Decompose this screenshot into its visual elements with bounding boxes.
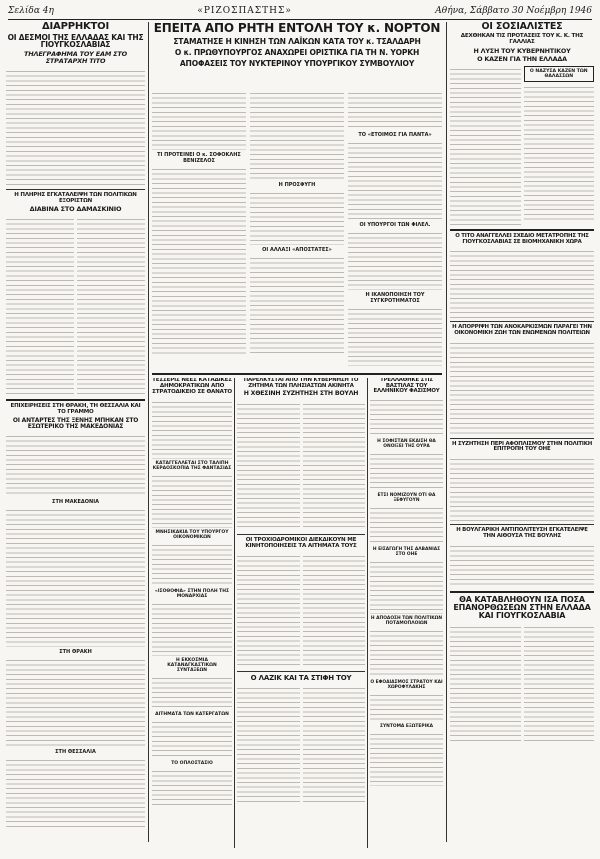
section-subhead: «ΙΣΟΘΟΦΙΑ» ΣΤΗΝ ΠΟΛΗ ΤΗΣ ΜΟΝΑΡΧΙΑΣ bbox=[154, 588, 230, 599]
article-body bbox=[370, 731, 443, 786]
right-headline: Ο ΤΙΤΟ ΑΝΑΓΓΕΛΛΕΙ ΣΧΕΔΙΟ ΜΕΤΑΤΡΟΠΗΣ ΤΗΣ ΓΙΟΥΓΚΟΣΛΑΒΙΑΣ ΣΕ ΒΙΟΜΗΧΑΝΙΚΗ ΧΩΡΑ bbox=[455, 233, 589, 245]
left-headline: ΔΙΑΡΡΗΚΤΟΙ bbox=[41, 22, 110, 32]
section-subhead: ΟΙ ΑΛΛΑΞΙ «ΑΠΟΣΤΑΤΕΣ» bbox=[262, 247, 332, 253]
section-subhead: Η ΣΟΦΙΣΤΑΝ ΕΚΔΙΣΗ ΘΑ ΟΝΟΙΞΕΙ ΤΗΣ ΟΥΡΑ bbox=[377, 439, 436, 450]
article-body bbox=[6, 68, 145, 186]
article-body bbox=[152, 601, 232, 656]
rule bbox=[6, 399, 145, 401]
rule bbox=[450, 438, 594, 439]
right-column bbox=[450, 22, 594, 852]
text-column bbox=[250, 90, 344, 370]
lower-column-b bbox=[237, 378, 365, 848]
left-subheadline: ΔΙΑΒΙΝΑ ΣΤΟ ΔΑΜΑΣΚΙΝΙΟ bbox=[29, 205, 122, 214]
section-subhead: ΑΙΤΗΜΑΤΑ ΤΩΝ ΚΑΤΕΡΓΑΤΩΝ bbox=[155, 711, 229, 717]
section-subhead: Η ΕΙΣΑΓΩΓΗ ΤΗΣ ΑΛΒΑΝΙΑΣ ΣΤΟ ΟΗΕ bbox=[372, 547, 441, 558]
right-headline: Ο ΚΑΖΕΝ ΓΙΑ ΤΗΝ ΕΛΛΑΔΑ bbox=[477, 55, 567, 64]
article-body bbox=[250, 90, 344, 180]
rule bbox=[6, 189, 145, 190]
article-body bbox=[370, 628, 443, 678]
center-article bbox=[152, 90, 442, 370]
article-body bbox=[152, 768, 232, 808]
section-subhead: ΤΟ ΟΠΛΟΣΤΑΣΙΟ bbox=[171, 760, 213, 766]
article-body bbox=[348, 306, 442, 366]
column-divider bbox=[367, 378, 368, 848]
article-body bbox=[370, 505, 443, 545]
rule bbox=[152, 373, 442, 375]
article-body bbox=[370, 451, 443, 491]
article-body bbox=[250, 190, 344, 245]
right-headline: Η ΣΥΖΗΤΗΣΗ ΠΕΡΙ ΑΦΟΠΛΙΣΜΟΥ ΣΤΗΝ ΠΟΛΙΤΙΚΗ ΕΠΙΤΡΟΠΗ ΤΟΥ ΟΗΕ bbox=[451, 440, 593, 453]
article-body bbox=[303, 553, 366, 668]
box-headline: Ο ΝΑΖΥΣΑ ΚΑΖΕΝ ΤΩΝ ΘΑΛΑΣΣΩΝ bbox=[529, 69, 588, 80]
column-divider bbox=[446, 22, 447, 842]
rule bbox=[450, 524, 594, 525]
section-headline: Ο ΛΑΖΙΚ ΚΑΙ ΤΑ ΣΤΙΦΗ ΤΟΥ bbox=[250, 673, 352, 682]
article-body bbox=[6, 507, 145, 647]
rule bbox=[450, 229, 594, 231]
article-body bbox=[152, 166, 246, 356]
article-body bbox=[6, 433, 145, 497]
section-subhead: ΕΤΣΙ ΝΟΜΙΖΟΥΝ ΟΤΙ ΘΑ ΞΕΦΥΓΟΥΝ bbox=[377, 493, 436, 504]
article-body bbox=[370, 559, 443, 614]
article-body bbox=[370, 397, 443, 437]
article-body bbox=[152, 542, 232, 587]
article-body bbox=[450, 66, 521, 226]
section-subhead: Ο ΕΦΟΔΙΑΣΜΟΣ ΣΤΡΑΤΟΥ ΚΑΙ ΧΩΡΟΦΥΛΑΚΗΣ bbox=[370, 680, 443, 691]
inset-box bbox=[524, 66, 595, 82]
section-headline: Η ΧΘΕΣΙΝΗ ΣΥΖΗΤΗΣΗ ΣΤΗ ΒΟΥΛΗ bbox=[243, 390, 359, 398]
text-column bbox=[152, 90, 246, 370]
left-headline: ΟΙ ΑΝΤΑΡΤΕΣ ΤΗΣ ΞΕΝΗΣ ΜΠΗΚΑΝ ΣΤΟ ΕΣΩΤΕΡΙΚΟ ΤΗΣ ΜΑΚΕΔΟΝΙΑΣ bbox=[12, 416, 139, 431]
left-column bbox=[6, 22, 145, 852]
section-subhead: Η ΑΠΟΔΟΣΗ ΤΩΝ ΠΟΛΙΤΙΚΩΝ ΠΟΤΑΜΟΠΛΟΙΩΝ bbox=[370, 616, 443, 627]
section-subhead: ΣΤΗ ΘΡΑΚΗ bbox=[59, 649, 92, 656]
article-body bbox=[6, 216, 74, 396]
article-body bbox=[348, 230, 442, 290]
article-body bbox=[348, 90, 442, 130]
main-headline: ΕΠΕΙΤΑ ΑΠΟ ΡΗΤΗ ΕΝΤΟΛΗ ΤΟΥ κ. ΝΟΡΤΟΝ bbox=[153, 22, 441, 35]
rule bbox=[450, 591, 594, 593]
right-headline: Η ΛΥΣΗ ΤΟΥ ΚΥΒΕΡΝΗΤΙΚΟΥ bbox=[473, 46, 571, 55]
right-headline: ΘΑ ΚΑΤΑΒΛΗΘΟΥΝ ΙΣΑ ΠΟΣΑ ΕΠΑΝΟΡΘΩΣΕΩΝ ΣΤΗΝ ΕΛΛΑΔΑ ΚΑΙ ΓΙΟΥΓΚΟΣΛΑΒΙΑ bbox=[453, 594, 591, 621]
article-body bbox=[348, 140, 442, 220]
rule bbox=[237, 534, 365, 535]
section-subhead: ΤΟ «ΕΤΟΙΜΟΣ ΓΙΑ ΠΑΝΤΑ» bbox=[358, 132, 432, 138]
right-headline: ΔΕΧΘΗΚΑΝ ΤΙΣ ΠΡΟΤΑΣΕΙΣ ΤΟΥ Κ. Κ. ΤΗΣ ΓΑΛΛΙΑΣ bbox=[460, 32, 584, 45]
article-body bbox=[152, 473, 232, 528]
lower-column-c bbox=[370, 378, 443, 848]
left-headline: ΟΙ ΔΕΣΜΟΙ ΤΗΣ ΕΛΛΑΔΑΣ ΚΑΙ ΤΗΣ ΓΙΟΥΓΚΟΣΛΑΒΙΑΣ bbox=[7, 32, 144, 50]
article-body bbox=[237, 401, 300, 531]
section-subhead: ΚΑΤΑΓΓΕΛΛΕΤΑΙ ΣΤΟ ΤΑΛΙΠΗ ΚΕΡΔΟΣΚΟΠΙΑ ΤΗΣ ΦΑΝΤΑΣΙΑΣ bbox=[152, 460, 232, 471]
section-subhead: Η ΕΚΚΟΣΜΙΑ ΚΑΤΑΝΑΓΚΑΣΤΙΚΩΝ ΣΥΝΤΑΞΕΩΝ bbox=[167, 657, 217, 673]
masthead-rule bbox=[8, 19, 592, 20]
section-headline: ΟΙ ΤΡΟΧΙΟΔΡΟΜΙΚΟΙ ΔΙΕΚΔΙΚΟΥΝ ΜΕ ΚΙΝΗΤΟΠΟΙΗΣΕΙΣ ΤΑ ΑΙΤΗΜΑΤΑ ΤΟΥΣ bbox=[245, 536, 357, 549]
issue-date: Αθήνα, Σάββατο 30 Νοέμβρη 1946 bbox=[435, 6, 592, 16]
left-headline: ΕΠΙΧΕΙΡΗΣΕΙΣ ΣΤΗ ΘΡΑΚΗ, ΤΗ ΘΕΣΣΑΛΙΑ ΚΑΙ ΤΟ ΓΡΑΜΜΟ bbox=[10, 403, 141, 415]
paper-title: «ΡΙΖΟΣΠΑΣΤΗΣ» bbox=[197, 6, 292, 16]
right-headline: Η ΑΠΟΡΡΙΨΗ ΤΩΝ ΑΝΟΚΑΡΚΙΣΜΩΝ ΠΑΡΑΓΕΙ ΤΗΝ ΟΙΚΟΝΟΜΙΚΗ ΖΩΗ ΤΩΝ ΕΝΩΜΕΝΩΝ ΠΟΛΙΤΕΙΩΝ bbox=[452, 324, 592, 337]
left-headline: Η ΠΛΗΡΗΣ ΕΓΚΑΤΑΛΕΙΨΗ ΤΩΝ ΠΟΛΙΤΙΚΩΝ ΕΞΟΡΙΣΤΩΝ bbox=[14, 191, 137, 204]
rule bbox=[237, 671, 365, 672]
section-subhead: ΤΙ ΠΡΟΤΕΙΝΕΙ Ο κ. ΣΟΦΟΚΛΗΣ ΒΕΝΙΖΕΛΟΣ bbox=[157, 152, 241, 164]
article-body bbox=[450, 248, 594, 318]
main-headline: ΑΠΟΦΑΣΕΙΣ ΤΟΥ ΝΥΚΤΕΡΙΝΟΥ ΥΠΟΥΡΓΙΚΟΥ ΣΥΜΒΟΥΛΙΟΥ bbox=[179, 58, 415, 68]
article-body bbox=[303, 401, 366, 531]
article-body bbox=[303, 685, 366, 805]
section-subhead: Η ΠΡΟΣΦΥΓΗ bbox=[278, 182, 316, 188]
right-headline: ΟΙ ΣΟΣΙΑΛΙΣΤΕΣ bbox=[481, 22, 563, 32]
page-number: Σελίδα 4η bbox=[8, 6, 54, 16]
section-subhead: ΣΥΝΤΟΜΑ ΕΞΩΤΕΡΙΚΑ bbox=[379, 724, 434, 730]
column-divider bbox=[234, 378, 235, 848]
article-body bbox=[152, 90, 246, 150]
article-body bbox=[250, 255, 344, 355]
left-subheadline: ΤΗΛΕΓΡΑΦΗΜΑ ΤΟΥ ΕΑΜ ΣΤΟ ΣΤΡΑΤΑΡΧΗ ΤΙΤΟ bbox=[24, 50, 127, 66]
article-body bbox=[152, 399, 232, 459]
section-headline: ΤΡΕΛΛΑΘΗΚΕ ΣΤΙΣ ΒΑΣΤΙΛΑΣ ΤΟΥ ΕΛΛΗΝΙΚΟΥ ΦΑΣΙΣΜΟΥ bbox=[373, 378, 440, 395]
section-subhead: ΜΝΗΣΙΚΑΚΙΑ ΤΟΥ ΥΠΟΥΡΓΟΥ ΟΙΚΟΝΟΜΙΚΩΝ bbox=[155, 529, 229, 540]
section-subhead: ΣΤΗ ΘΕΣΣΑΛΙΑ bbox=[55, 749, 96, 756]
article-body bbox=[450, 456, 594, 521]
main-headline: ΣΤΑΜΑΤΗΣΕ Η ΚΙΝΗΣΗ ΤΩΝ ΛΑΪΚΩΝ ΚΑΤΑ ΤΟΥ κ. ΤΣΑΛΔΑΡΗ bbox=[173, 36, 421, 46]
article-body bbox=[152, 675, 232, 710]
article-body bbox=[450, 340, 594, 435]
text-column bbox=[348, 90, 442, 370]
rule bbox=[450, 321, 594, 322]
article-body bbox=[450, 624, 521, 744]
section-headline: ΠΑΡΕΛΚΥΣΤΑΙ ΑΠΟ ΤΗΝ ΚΥΒΕΡΝΗΣΗ ΤΟ ΖΗΤΗΜΑ ΤΩΝ ΠΛΗΣΙΑΣΤΩΝ ΑΚΙΝΗΤΑ bbox=[243, 378, 359, 389]
article-body bbox=[370, 692, 443, 722]
article-body bbox=[77, 216, 145, 396]
section-subhead: ΟΙ ΥΠΟΥΡΓΟΙ ΤΩΝ ΦΙΛΕΛ. bbox=[359, 222, 431, 228]
section-subhead: ΣΤΗ ΜΑΚΕΔΟΝΙΑ bbox=[52, 499, 99, 506]
article-body bbox=[524, 624, 595, 744]
column-divider bbox=[148, 22, 149, 842]
article-body bbox=[6, 757, 145, 827]
article-body bbox=[237, 553, 300, 668]
section-headline: ΤΕΣΣΕΡΙΣ ΝΕΕΣ ΚΑΤΑΔΙΚΕΣ ΔΗΜΟΚΡΑΤΙΚΩΝ ΑΠΟ ΣΤΡΑΤΟΔΙΚΕΙΟ ΣΕ ΘΑΝΑΤΟ bbox=[152, 378, 232, 395]
main-headline: Ο κ. ΠΡΩΘΥΠΟΥΡΓΟΣ ΑΝΑΧΩΡΕΙ ΟΡΙΣΤΙΚΑ ΓΙΑ ΤΗ Ν. ΥΟΡΚΗ bbox=[174, 47, 420, 57]
lower-column-a bbox=[152, 378, 232, 848]
article-body bbox=[450, 543, 594, 588]
right-headline: Η ΒΟΥΛΓΑΡΙΚΗ ΑΝΤΙΠΟΛΙΤΕΥΣΗ ΕΓΚΑΤΕΛΕΙΨΕ ΤΗΝ ΑΙΘΟΥΣΑ ΤΗΣ ΒΟΥΛΗΣ bbox=[456, 527, 588, 539]
masthead bbox=[8, 4, 592, 18]
article-body bbox=[237, 685, 300, 805]
article-body bbox=[6, 657, 145, 747]
article-body bbox=[152, 719, 232, 759]
section-subhead: Η ΙΚΑΝΟΠΟΙΗΣΗ ΤΟΥ ΣΥΓΚΡΟΤΗΜΑΤΟΣ bbox=[365, 292, 425, 304]
article-body bbox=[524, 84, 595, 222]
